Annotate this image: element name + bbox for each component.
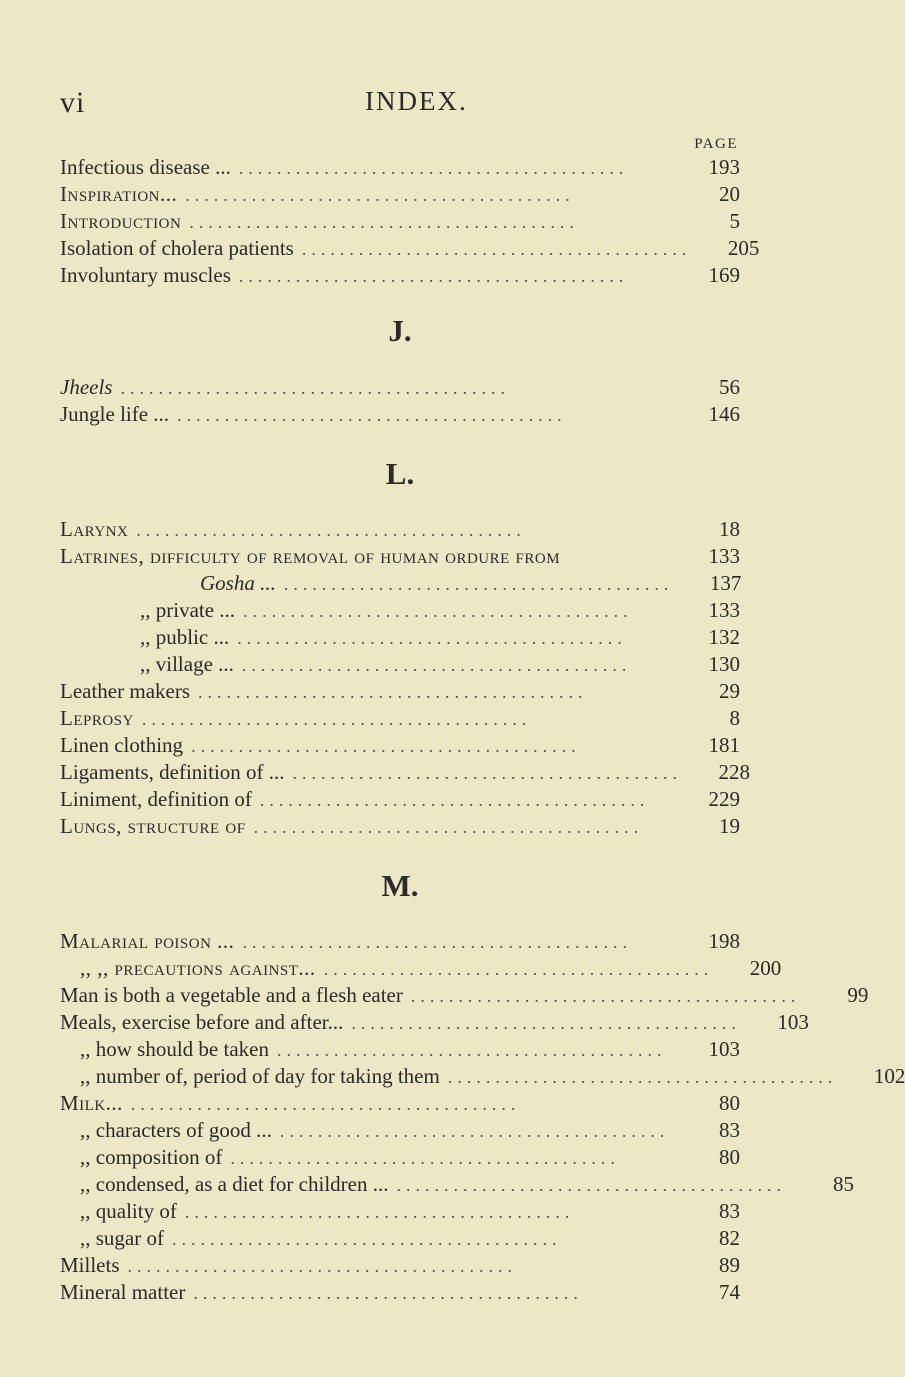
index-entry: Jungle life ... ......................................... 146 xyxy=(60,402,740,426)
index-entry: Latrines, difficulty of removal of human ordure from 133 xyxy=(60,544,740,568)
index-entry: ,, village ... ......................................... 130 xyxy=(140,652,740,676)
index-entry: Lungs, structure of ......................................... 19 xyxy=(60,814,740,838)
index-entry: Infectious disease ... ......................................... 193 xyxy=(60,155,740,179)
index-entry: Ligaments, definition of ... ......................................... 228 xyxy=(60,760,751,784)
index-entry: Milk... ......................................... 80 xyxy=(60,1091,740,1115)
page-column-label: PAGE xyxy=(694,136,738,152)
index-entry: ,, how should be taken ......................................... 103 xyxy=(80,1037,740,1061)
page-number: vi xyxy=(60,86,86,119)
index-entry: ,, sugar of ......................................... 82 xyxy=(80,1226,740,1250)
index-entry: Involuntary muscles ......................................... 169 xyxy=(60,263,740,287)
index-entry: Inspiration... ......................................... 20 xyxy=(60,182,740,206)
index-entry: Man is both a vegetable and a flesh eater ......................................... 99 xyxy=(60,983,869,1007)
index-entry: Leprosy ......................................... 8 xyxy=(60,706,740,730)
section-heading-j: J. xyxy=(388,313,412,348)
index-entry: ,, composition of ......................................... 80 xyxy=(80,1145,740,1169)
index-entry: Larynx ......................................... 18 xyxy=(60,517,740,541)
page-title: INDEX. xyxy=(365,86,468,116)
index-entry: Jheels ......................................... 56 xyxy=(60,375,740,399)
index-entry: Leather makers ......................................... 29 xyxy=(60,679,740,703)
index-entry: Liniment, definition of ......................................... 229 xyxy=(60,787,740,811)
index-entry: ,, number of, period of day for taking them ......................................... 102 xyxy=(80,1064,905,1088)
index-entry: ,, quality of ......................................... 83 xyxy=(80,1199,740,1223)
index-entry: ,, condensed, as a diet for children ... ......................................... 85 xyxy=(80,1172,854,1196)
index-entry: Millets ......................................... 89 xyxy=(60,1253,740,1277)
index-entry: Meals, exercise before and after... ......................................... 103 xyxy=(60,1010,809,1034)
index-entry: Malarial poison ... ......................................... 198 xyxy=(60,929,740,953)
section-heading-m: M. xyxy=(381,868,419,903)
index-entry: Gosha ... ......................................... 137 xyxy=(200,571,742,595)
index-entry: ,, private ... ......................................... 133 xyxy=(140,598,740,622)
index-entry: Linen clothing ......................................... 181 xyxy=(60,733,740,757)
section-heading-l: L. xyxy=(385,456,415,491)
index-entry: ,, public ... ......................................... 132 xyxy=(140,625,740,649)
index-entry: Introduction ......................................... 5 xyxy=(60,209,740,233)
index-entry: Isolation of cholera patients ......................................... 205 xyxy=(60,236,760,260)
index-entry: ,, characters of good ... ......................................... 83 xyxy=(80,1118,740,1142)
index-entry: ,, ,, precautions against... ......................................... 200 xyxy=(80,956,782,980)
index-entry: Mineral matter ......................................... 74 xyxy=(60,1280,740,1304)
